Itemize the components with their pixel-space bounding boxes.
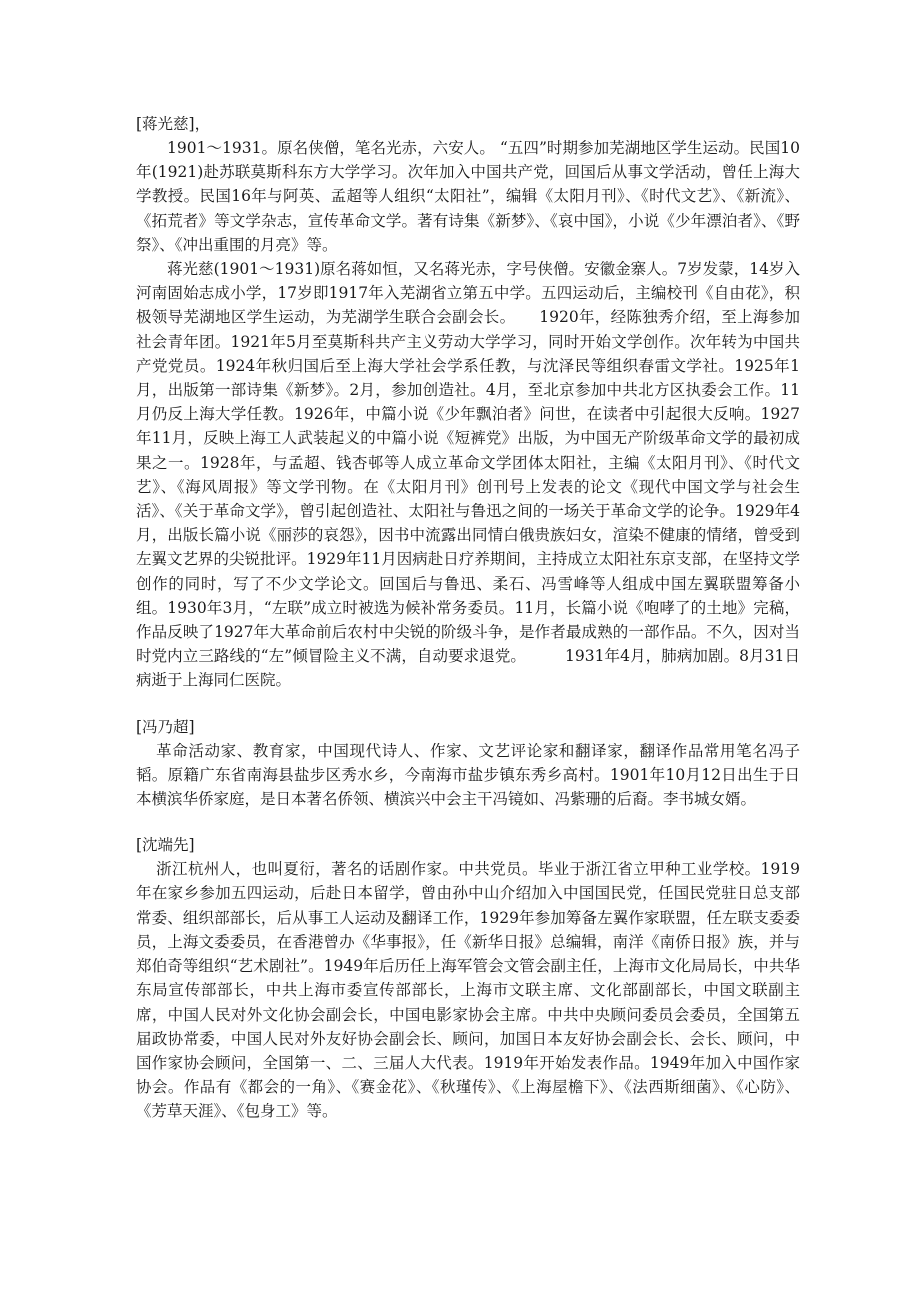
section-heading: [冯乃超] <box>136 717 195 736</box>
section-heading: [蒋光慈]， <box>136 115 211 133</box>
section-heading: [沈端先] <box>136 836 195 855</box>
paragraph: 革命活动家、教育家，中国现代诗人、作家、文艺评论家和翻译家，翻译作品常用笔名冯子韬。原籍广东省南海县盐步区秀水乡，今南海市盐步镇东秀乡高村。1901年10月12日出生于日本横滨华侨家庭，是日本著名侨领、横滨兴中会主干冯镜如、冯紫珊的后裔。李书城女婿。 <box>136 741 800 809</box>
paragraph: 1901～1931。原名侠僧，笔名光赤，六安人。 “五四”时期参加芜湖地区学生运动。民国10年(1921)赴苏联莫斯科东方大学学习。次年加入中国共产党，回国后从事文学活动，曾任上海大学教授。民国16年与阿英、孟超等人组织“太阳社”，编辑《太阳月刊》、《时代文艺》、《新流》、《拓荒者》等文学杂志，宣传革命文学。著有诗集《新梦》、《哀中国》，小说《少年漂泊者》、《野祭》、《冲出重围的月亮》等。 <box>136 139 800 254</box>
section-feng-naichao <box>136 715 800 812</box>
paragraph: 浙江杭州人，也叫夏衍，著名的话剧作家。中共党员。毕业于浙江省立甲种工业学校。1919年在家乡参加五四运动，后赴日本留学，曾由孙中山介绍加入中国国民党，任国民党驻日总支部常委、组织部部长，后从事工人运动及翻译工作，1929年参加筹备左翼作家联盟，任左联支委委员，上海文委委员，在香港曾办《华事报》，任《新华日报》总编辑，南洋《南侨日报》族，并与郑伯奇等组织“艺术剧社”。1949年后历任上海军管会文管会副主任，上海市文化局局长，中共华东局宣传部部长，中共上海市委宣传部部长，上海市文联主席、文化部副部长，中国文联副主席，中国人民对外文化协会副会长，中国电影家协会主席。中共中央顾问委员会委员，全国第五届政协常委，中国人民对外友好协会副会长、顾问，加国日本友好协会副会长、会长、顾问，中国作家协会顾问，全国第一、二、三届人大代表。1919年开始发表作品。1949年加入中国作家协会。作品有《都会的一角》、《赛金花》、《秋瑾传》、《上海屋檐下》、《法西斯细菌》、《心防》、《芳草天涯》、《包身工》等。 <box>136 860 800 1121</box>
document-page <box>136 112 800 1124</box>
paragraph: 蒋光慈(1901～1931)原名蒋如恒，又名蒋光赤，字号侠僧。安徽金寨人。7岁发蒙，14岁入河南固始志成小学，17岁即1917年入芜湖省立第五中学。五四运动后，主编校刊《自由花》，积极领导芜湖地区学生运动，为芜湖学生联合会副会长。 1920年，经陈独秀介绍，至上海参加社会青年团。1921年5月至莫斯科共产主义劳动大学学习，同时开始文学创作。次年转为中国共产党党员。1924年秋归国后至上海大学社会学系任教，与沈泽民等组织春雷文学社。1925年1月，出版第一部诗集《新梦》。2月，参加创造社。4月，至北京参加中共北方区执委会工作。11月仍反上海大学任教。1926年，中篇小说《少年飘泊者》问世，在读者中引起很大反响。1927年11月，反映上海工人武装起义的中篇小说《短裤党》出版，为中国无产阶级革命文学的最初成果之一。1928年，与孟超、钱杏邨等人成立革命文学团体太阳社，主编《太阳月刊》、《时代文艺》、《海风周报》等文学刊物。在《太阳月刊》创刊号上发表的论文《现代中国文学与社会生活》、《关于革命文学》，曾引起创造社、太阳社与鲁迅之间的一场关于革命文学的论争。1929年4月，出版长篇小说《丽莎的哀怨》，因书中流露出同情白俄贵族妇女，渲染不健康的情绪，曾受到左翼文艺界的尖锐批评。1929年11月因病赴日疗养期间，主持成立太阳社东京支部，在坚持文学创作的同时，写了不少文学论文。回国后与鲁迅、柔石、冯雪峰等人组成中国左翼联盟筹备小组。1930年3月，“左联”成立时被选为候补常务委员。11月，长篇小说《咆哮了的土地》完稿，作品反映了1927年大革命前后农村中尖锐的阶级斗争，是作者最成熟的一部作品。不久，因对当时党内立三路线的“左”倾冒险主义不满，自动要求退党。 1931年4月，肺病加剧。8月31日病逝于上海同仁医院。 <box>136 260 800 690</box>
section-shen-duanxian <box>136 833 800 1123</box>
section-jiang-guangci <box>136 112 800 693</box>
